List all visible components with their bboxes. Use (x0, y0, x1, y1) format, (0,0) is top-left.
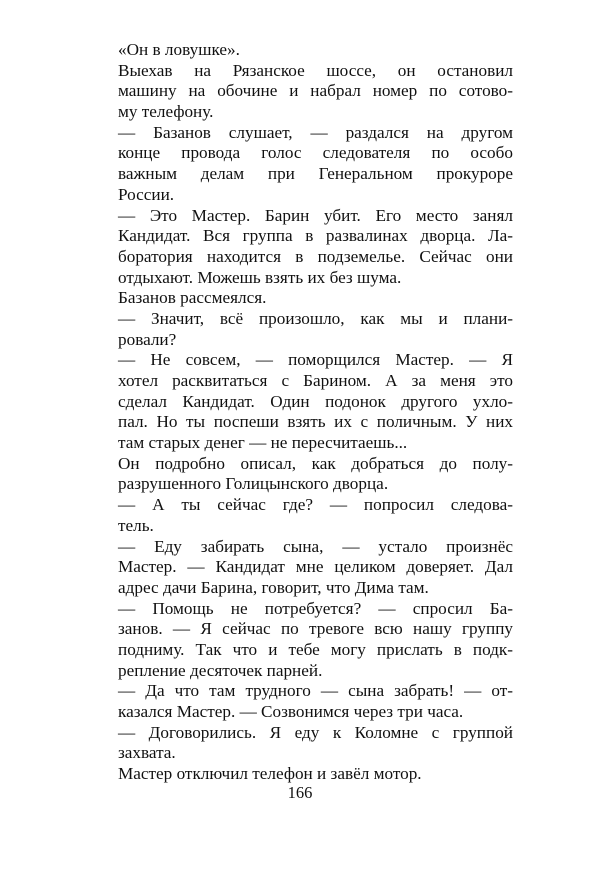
text-line: конце провода голос следователя по особо (118, 143, 513, 163)
text-line: му телефону. (118, 102, 214, 122)
text-line: репление десяточек парней. (118, 660, 323, 680)
text-line: машину на обочине и набрал номер по сотово- (118, 81, 513, 101)
text-line: — Договорились. Я еду к Коломне с группой (118, 722, 513, 742)
page-number: 166 (287, 783, 313, 802)
text-line: тель. (118, 515, 154, 535)
text-line: — Помощь не потребуется? — спросил Ба- (118, 598, 513, 618)
text-line: «Он в ловушке». (118, 40, 240, 59)
text-line: захвата. (118, 743, 176, 763)
text-line: Кандидат. Вся группа в развалинах дворца. Ла- (118, 226, 513, 246)
text-line: ровали? (118, 329, 177, 349)
text-line: — Еду забирать сына, — устало произнёс (118, 536, 513, 556)
text-line: боратория находится в подземелье. Сейчас они (118, 246, 513, 266)
text-line: — Да что там трудного — сына забрать! — от- (118, 681, 513, 701)
text-line: хотел расквитаться с Барином. А за меня это (118, 371, 513, 390)
text-line: Мастер. — Кандидат мне целиком доверяет. Дал (118, 557, 513, 577)
text-line: казался Мастер. — Созвонимся через три часа. (118, 702, 464, 721)
text-line: важным делам при Генеральном прокуроре (118, 164, 513, 184)
text-line: там старых денег — не пересчитаешь... (118, 433, 408, 453)
text-line: — Не совсем, — поморщился Мастер. — Я (118, 350, 513, 370)
text-line: разрушенного Голицынского дворца. (118, 474, 389, 494)
text-line: Базанов рассмеялся. (118, 288, 267, 308)
text-line: отдыхают. Можешь взять их без шума. (118, 267, 402, 287)
text-line: Он подробно описал, как добраться до полу- (118, 453, 513, 473)
text-line: Выехав на Рязанское шоссе, он остановил (118, 60, 513, 80)
text-line: подниму. Так что и тебе могу прислать в подк- (118, 639, 513, 659)
text-line: занов. — Я сейчас по тревоге всю нашу группу (118, 619, 513, 639)
text-line: — Это Мастер. Барин убит. Его место занял (118, 205, 513, 225)
text-line: сделал Кандидат. Один подонок другого ухло- (118, 391, 513, 411)
text-line: Мастер отключил телефон и завёл мотор. (118, 764, 422, 784)
text-line: России. (118, 184, 175, 204)
text-line: — Базанов слушает, — раздался на другом (118, 122, 513, 142)
text-line: адрес дачи Барина, говорит, что Дима там. (118, 577, 429, 597)
text-line: пал. Но ты поспеши взять их с поличным. У них (118, 412, 513, 432)
text-line: — Значит, всё произошло, как мы и плани- (118, 308, 513, 328)
page-text (118, 40, 513, 785)
text-line: — А ты сейчас где? — попросил следова- (118, 495, 513, 515)
